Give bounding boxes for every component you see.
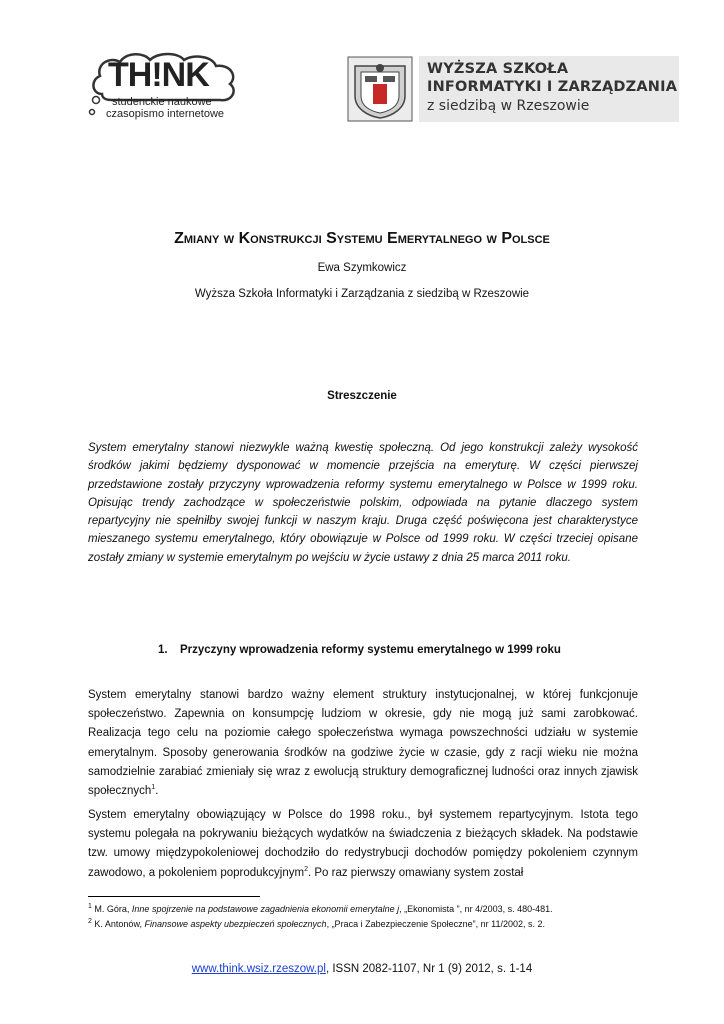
footnote-source: , „Ekonomista ”, nr 4/2003, s. 480-481.	[399, 904, 553, 914]
body-paragraph-2	[88, 806, 638, 883]
think-subtitle-1: studenckie naukowe	[112, 96, 212, 108]
footnote-divider	[88, 896, 260, 897]
footnote-title: Finansowe aspekty ubezpieczeń społecznych	[144, 919, 327, 929]
think-logo	[88, 50, 248, 122]
wsiz-logo	[347, 56, 679, 122]
article-title: Zmiany w Konstrukcji Systemu Emerytalnego w Polsce	[174, 230, 550, 247]
footnote-author: M. Góra,	[91, 904, 132, 914]
journal-link[interactable]: www.think.wsiz.rzeszow.pl	[191, 963, 326, 975]
paragraph-text: System emerytalny obowiązujący w Polsce do 1998 roku., był systemem repartycyjnym. Istota tego systemu polegała na pokrywaniu bieżących wydatków na świadczenia z bieżących składek. Na podstawie tzw. umowy międzypokoleniowej dochodziło do redystrybucji dochodów pomiędzy pokoleniem czynnym zawodowo, a pokoleniem poprodukcyjnym	[88, 809, 638, 879]
footnote-1	[88, 903, 648, 915]
footnote-number: 2	[88, 918, 92, 925]
footnote-2	[88, 918, 648, 930]
footnote-source: , „Praca i Zabezpieczenie Społeczne”, nr 11/2002, s. 2.	[326, 919, 546, 929]
article-affiliation: Wyższa Szkoła Informatyki i Zarządzania z siedzibą w Rzeszowie	[194, 288, 530, 300]
paragraph-text: System emerytalny stanowi bardzo ważny element struktury instytucjonalnej, w której funkcjonuje społeczeństwo. Zapewnia on konsumpcję ludziom w okresie, gdy nie mogą już sami zarobkować. Realizacja tego celu na poziomie całego społeczeństwa wymaga powszechności udziału w systemie emerytalnym. Sposoby generowania środków na godziwe życie w czasie, gdy z racji wieku nie można samodzielnie zarabiać zmieniały się wraz z ewolucją struktury demograficznej ludności oraz innych zjawisk społecznych	[88, 689, 638, 798]
footnote-author: K. Antonów,	[91, 919, 145, 929]
wsiz-name-line-1: WYŻSZA SZKOŁA	[427, 61, 569, 77]
think-subtitle-2: czasopismo internetowe	[106, 108, 225, 120]
paragraph-end: .	[155, 785, 159, 798]
think-wordmark: TH!NK	[108, 56, 209, 94]
university-crest-icon	[347, 56, 413, 122]
footnote-number: 1	[88, 903, 92, 910]
footer-citation: , ISSN 2082-1107, Nr 1 (9) 2012, s. 1-14	[325, 963, 533, 975]
page-footer	[0, 963, 724, 975]
wsiz-name-line-2: INFORMATYKI I ZARZĄDZANIA	[427, 79, 678, 95]
wsiz-name-line-3: z siedzibą w Rzeszowie	[427, 98, 590, 114]
section-heading	[158, 644, 561, 656]
wsiz-name-panel	[419, 56, 679, 122]
paragraph-end: . Po raz pierwszy omawiany system został	[307, 866, 524, 879]
article-author: Ewa Szymkowicz	[317, 262, 407, 274]
section-title: Przyczyny wprowadzenia reformy systemu emerytalnego w 1999 roku	[180, 644, 561, 656]
body-paragraph-1	[88, 686, 638, 801]
footnote-ref-1[interactable]: 1	[151, 784, 156, 792]
footnote-ref-2[interactable]: 2	[304, 865, 308, 873]
footnote-title: Inne spojrzenie na podstawowe zagadnienia ekonomii emerytalne j	[131, 904, 400, 914]
abstract-text: System emerytalny stanowi niezwykle ważną kwestię społeczną. Od jego konstrukcji zależy wysokość środków jakimi będziemy dysponować w momencie przejścia na emeryturę. W części pierwszej przedstawione zostały przyczyny wprowadzenia reformy systemu emerytalnego w Polsce w 1999 roku. Opisując trendy zachodzące w społeczeństwie polskim, odpowiada na pytanie dlaczego system repartycyjny nie spełniłby swojej funkcji w naszym kraju. Druga część poświęcona jest charakterystyce mieszanego systemu emerytalnego, który obowiązuje w Polsce od 1999 roku. W części trzeciej opisane zostały zmiany w systemie emerytalnym po wejściu w życie ustawy z dnia 25 marca 2011 roku.	[88, 442, 638, 564]
abstract-heading: Streszczenie	[327, 390, 397, 402]
section-number: 1.	[158, 644, 168, 656]
